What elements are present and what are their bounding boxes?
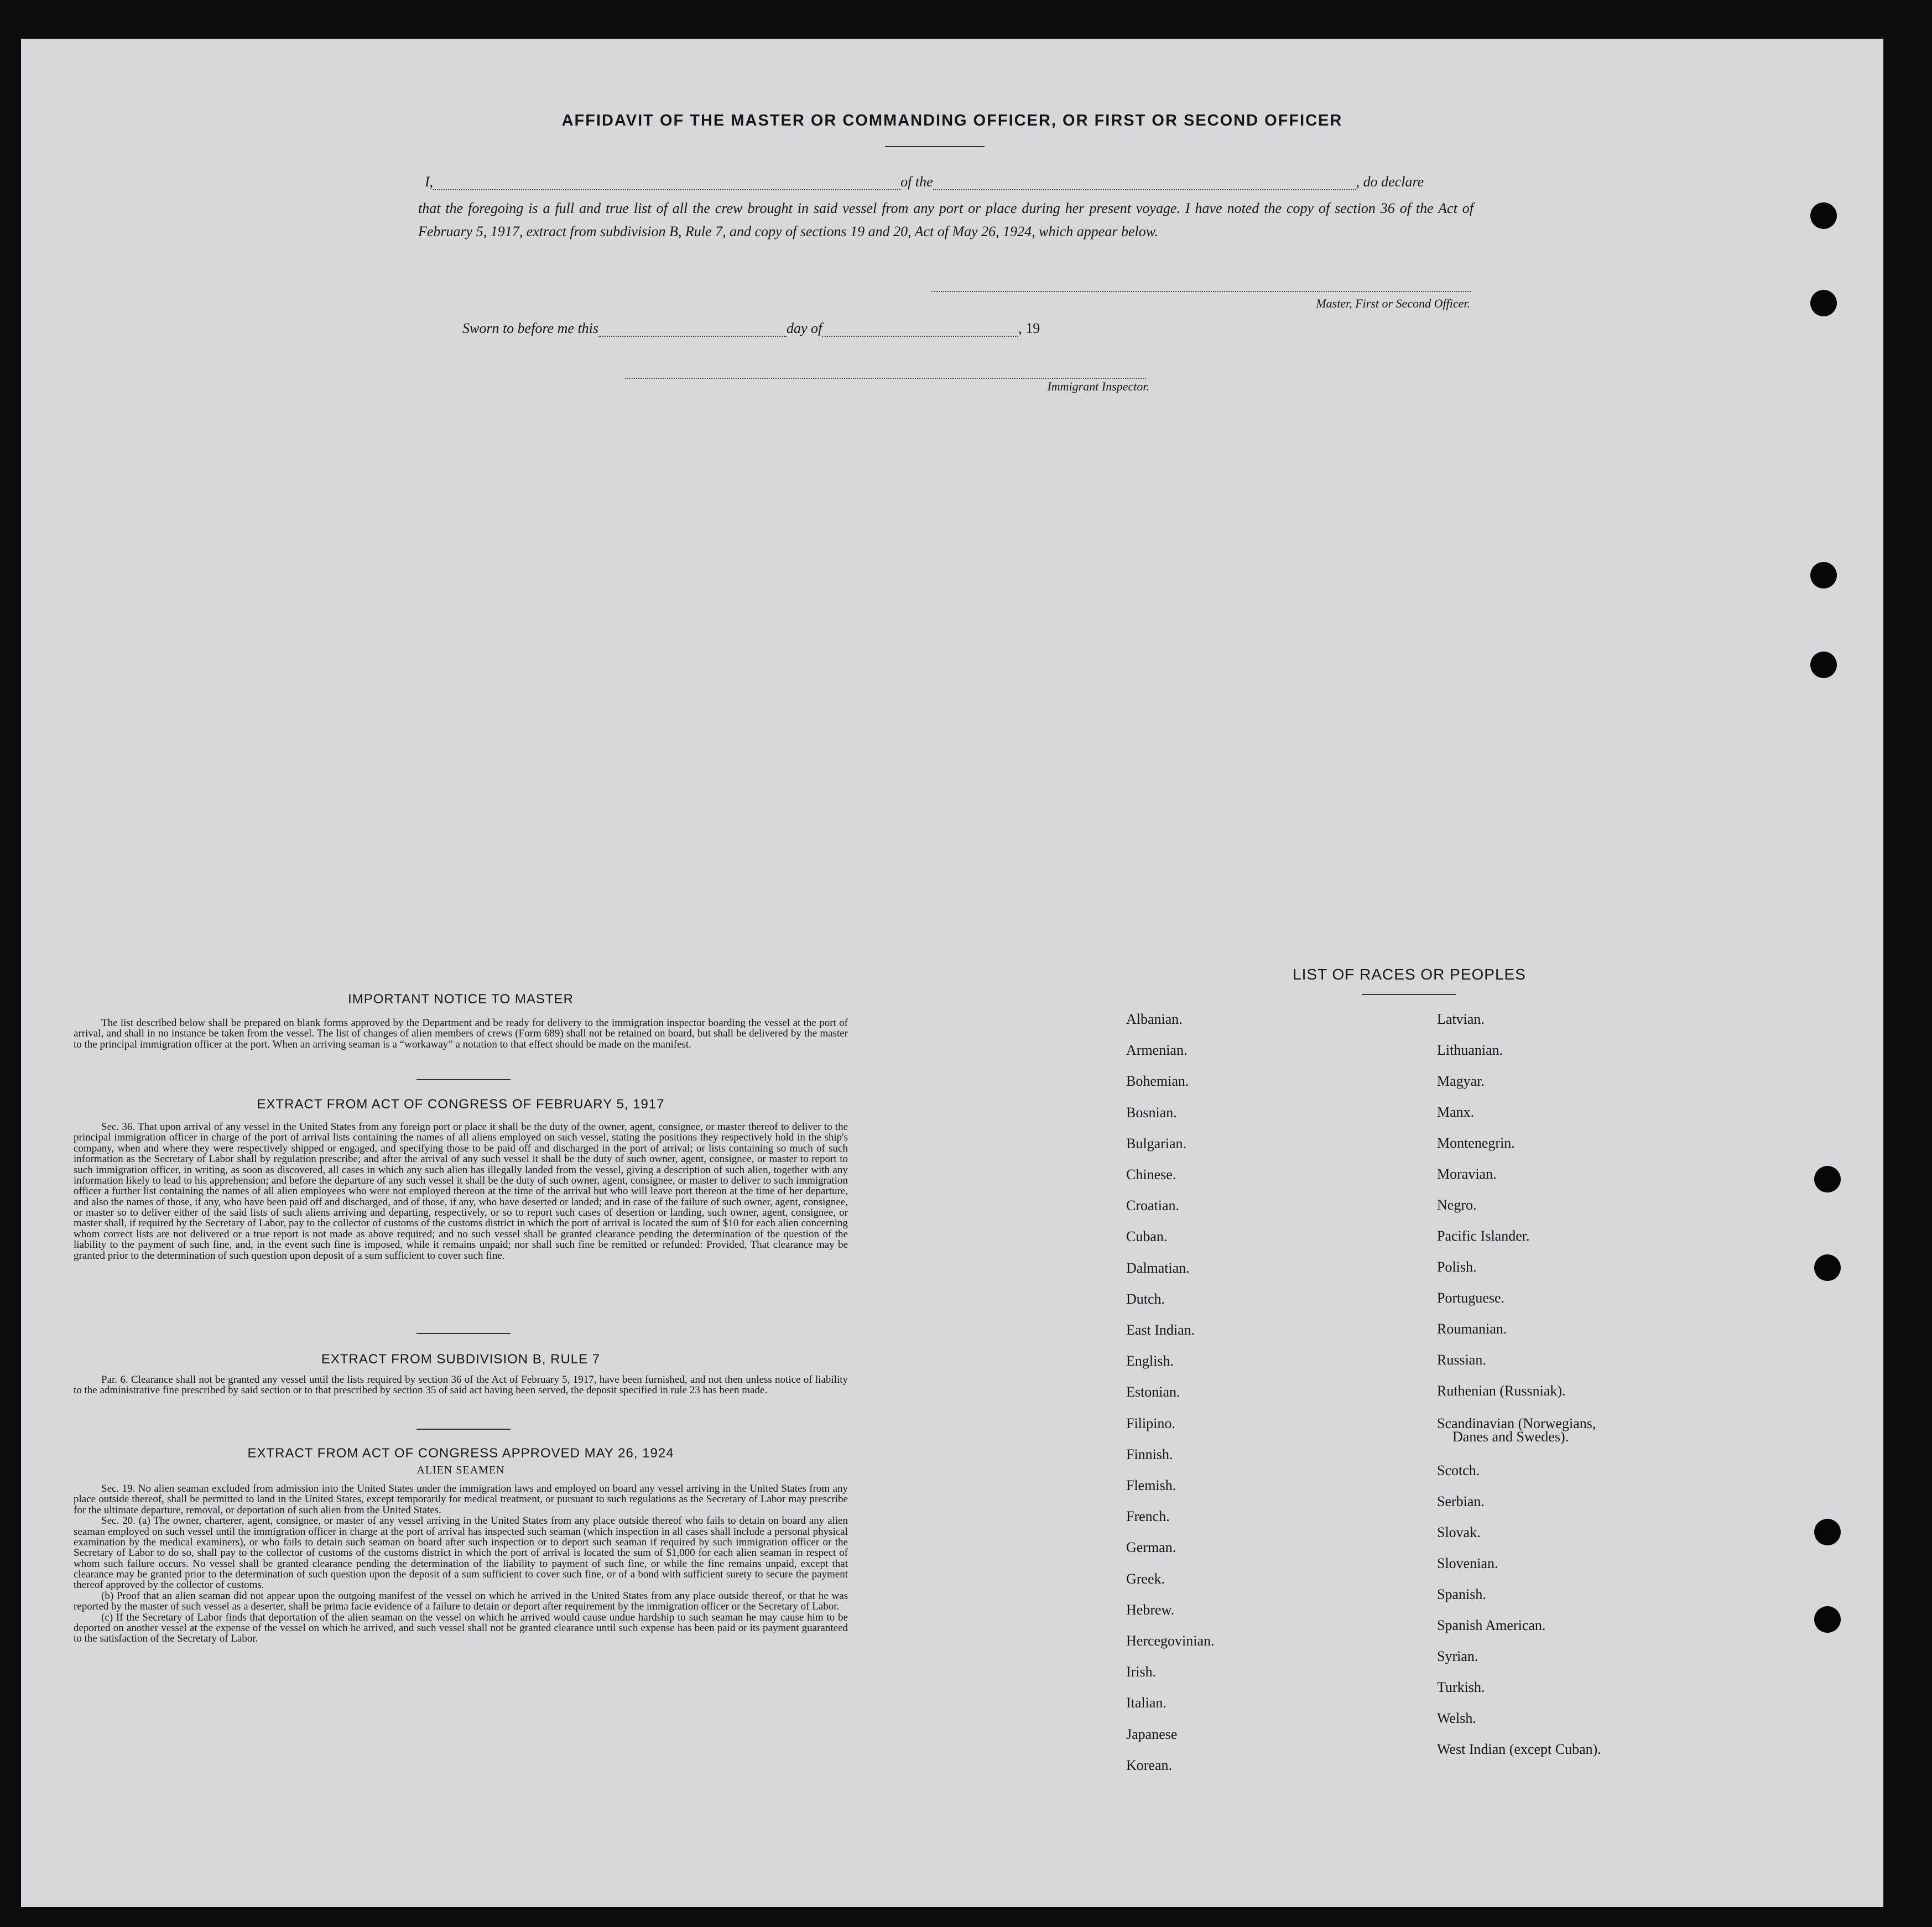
- race-item-left: Armenian.: [1126, 1042, 1188, 1059]
- race-item-left: Flemish.: [1126, 1477, 1176, 1493]
- race-item-right: Serbian.: [1437, 1493, 1485, 1509]
- notice-rule: [416, 1079, 511, 1080]
- race-item-left: Hercegovinian.: [1126, 1633, 1215, 1649]
- binder-hole: [1810, 652, 1837, 678]
- race-item-right: Turkish.: [1437, 1679, 1485, 1695]
- race-item-right: Lithuanian.: [1437, 1042, 1503, 1058]
- race-item-right: Negro.: [1437, 1197, 1477, 1213]
- affidavit-body: that the foregoing is a full and true list of all the crew brought in said vessel from any port or place during her present voyage. I have noted the copy of section 36 of the Act of February 5, 1917, extract from subdivision B, Rule 7, and copy of sections 19 and 20, Act of May 26, 1924, which appear below.: [418, 200, 1473, 239]
- affidavit-title-rule: [885, 146, 985, 147]
- race-item-right: Portuguese.: [1437, 1290, 1505, 1306]
- section-20a-paragraph: Sec. 20. (a) The owner, charterer, agent, consignee, or master of any vessel arriving in the United States from any place outside thereof who fails to detain on board any alien seaman employed on such vessel until the immigration officer in charge at the port of arrival has inspected such seaman (which inspection in all cases shall include a personal physical examination by the medical examiners), or who fails to detain such seaman on board after such inspection or to deport such seaman if required by such immigration officer or the Secretary of Labor to do so, shall pay to the collector of customs of the customs district in which the port of arrival is located the sum of $1,000 for each alien seaman in respect of whom such failure occurs. No vessel shall be granted clearance pending the determination of the liability to payment of such fine, or while the fine remains unpaid, except that clearance may be granted prior to the determination of such question upon the deposit of a sum sufficient to cover such fine, or of a bond with sufficient surety to secure the payment thereof approved by the collector of customs.: [74, 1515, 848, 1591]
- race-item-right: Roumanian.: [1437, 1321, 1507, 1337]
- extract-rule7-text: [74, 1374, 848, 1396]
- race-item-left: Italian.: [1126, 1695, 1167, 1711]
- race-item-right: Welsh.: [1437, 1710, 1476, 1726]
- race-item-left: Albanian.: [1126, 1011, 1183, 1027]
- sworn-line: [462, 320, 1040, 337]
- binder-hole: [1814, 1254, 1841, 1281]
- race-item-left: Estonian.: [1126, 1384, 1180, 1400]
- race-item-left: Bohemian.: [1126, 1073, 1189, 1090]
- race-item-right: Spanish.: [1437, 1586, 1486, 1602]
- race-item-left: German.: [1126, 1539, 1176, 1556]
- race-item-right: Montenegrin.: [1437, 1135, 1515, 1151]
- races-title: LIST OF RACES OR PEOPLES: [1293, 966, 1526, 983]
- binder-hole: [1814, 1166, 1841, 1192]
- race-item-right: Danes and Swedes).: [1452, 1429, 1569, 1445]
- race-item-left: Finnish.: [1126, 1446, 1173, 1462]
- inspector-signature-line: [625, 378, 1146, 379]
- races-title-rule: [1362, 994, 1456, 995]
- race-item-left: Dutch.: [1126, 1290, 1165, 1307]
- extract-1924-text: [74, 1483, 848, 1644]
- race-item-right: Pacific Islander.: [1437, 1228, 1530, 1244]
- extract-1917-title: EXTRACT FROM ACT OF CONGRESS OF FEBRUARY 5, 1917: [257, 1097, 665, 1112]
- binder-hole: [1810, 562, 1837, 588]
- race-item-right: Manx.: [1437, 1104, 1475, 1120]
- race-item-right: Moravian.: [1437, 1166, 1497, 1182]
- master-signature-line: [931, 291, 1471, 292]
- race-item-right: Slovenian.: [1437, 1555, 1498, 1571]
- extract-1917-text: [74, 1122, 848, 1261]
- race-item-left: Cuban.: [1126, 1228, 1168, 1245]
- sworn-day-blank: [598, 336, 787, 337]
- notice-title: IMPORTANT NOTICE TO MASTER: [348, 992, 574, 1007]
- of-the-label: of the: [900, 174, 933, 190]
- binder-hole: [1814, 1519, 1841, 1545]
- extract-1924-title: EXTRACT FROM ACT OF CONGRESS APPROVED MAY 26, 1924: [247, 1446, 674, 1461]
- race-item-right: Russian.: [1437, 1352, 1486, 1368]
- sworn-label: Sworn to before me this: [462, 320, 599, 336]
- sworn-month-blank: [822, 336, 1018, 337]
- race-item-left: Korean.: [1126, 1757, 1173, 1773]
- binder-hole: [1810, 290, 1837, 316]
- binder-hole: [1814, 1606, 1841, 1633]
- affidavit-title: AFFIDAVIT OF THE MASTER OR COMMANDING OFFICER, OR FIRST OR SECOND OFFICER: [561, 112, 1343, 129]
- master-signature-label: Master, First or Second Officer.: [1316, 296, 1470, 310]
- do-declare-label: , do declare: [1356, 174, 1424, 190]
- race-item-left: English.: [1126, 1353, 1174, 1369]
- race-item-right: West Indian (except Cuban).: [1437, 1741, 1601, 1757]
- day-of-label: day of: [787, 320, 822, 336]
- extract-1924-subtitle: ALIEN SEAMEN: [416, 1464, 505, 1476]
- extract-rule7-title: EXTRACT FROM SUBDIVISION B, RULE 7: [321, 1352, 601, 1367]
- race-item-right: Spanish American.: [1437, 1617, 1546, 1633]
- notice-text: [74, 1018, 848, 1050]
- race-item-left: Dalmatian.: [1126, 1259, 1190, 1276]
- race-item-right: Slovak.: [1437, 1524, 1481, 1540]
- affidavit-i-label: I,: [425, 174, 434, 190]
- race-item-left: Filipino.: [1126, 1415, 1175, 1431]
- race-item-left: French.: [1126, 1508, 1170, 1525]
- affidavit-line1: [425, 174, 1473, 190]
- race-item-right: Scandinavian (Norwegians,: [1437, 1415, 1596, 1431]
- section-20b-paragraph: (b) Proof that an alien seaman did not appear upon the outgoing manifest of the vessel on which he arrived in the United States from any place outside thereof, or that he was reported by the master of such vessel as a deserter, shall be prima facie evidence of a failure to detain or deport after requirement by the immigration officer or the Secretary of Labor.: [74, 1590, 848, 1613]
- vessel-blank: [933, 189, 1356, 190]
- section-19-paragraph: Sec. 19. No alien seaman excluded from admission into the United States under the immigration laws and employed on board any vessel arriving in the United States from any place outside thereof, shall be permitted to land in the United States, except temporarily for medical treatment, or pursuant to such regulations as the Secretary of Labor may prescribe for the ultimate departure, removal, or deportation of such alien from the United States.: [74, 1483, 848, 1516]
- document-page: [21, 39, 1883, 1907]
- inspector-signature-label: Immigrant Inspector.: [1047, 379, 1149, 393]
- race-item-right: Scotch.: [1437, 1462, 1480, 1478]
- section-36-paragraph: Sec. 36. That upon arrival of any vessel in the United States from any foreign port or place it shall be the duty of the owner, agent, consignee, or master thereof to deliver to the principal immigration officer in charge of the port of arrival lists containing the names of all aliens employed on such vessel, stating the positions they respectively hold in the ship's company, when and where they were respectively shipped or engaged, and specifying those to be paid off and discharged in the port of arrival; or lists containing so much of such information as the Secretary of Labor shall by regulation prescribe; and after the arrival of any such vessel it shall be the duty of such owner, agent, consignee, or master to report to such immigration officer, in writing, as soon as discovered, all cases in which any such alien has illegally landed from the vessel, giving a description of such alien, together with any information likely to lead to his apprehension; and before the departure of any such vessel it shall be the duty of such owner, agent, consignee, or master to deliver to such immigration officer a further list containing the names of all alien employees who were not employed thereon at the time of the arrival but who will leave port thereon at the time of her departure, and also the names of those, if any, who have been paid off and discharged, and of those, if any, who have deserted or landed; and in case of the failure of such owner, agent, consignee, or master so to deliver either of the said lists of such aliens arriving and departing, respectively, or so to report such cases of desertion or landing, such owner, agent, consignee, or master shall, if required by the Secretary of Labor, pay to the collector of customs of the customs district in which the port of arrival is located the sum of $10 for each alien concerning whom correct lists are not delivered or a true report is not made as above required; and no such vessel shall be granted clearance pending the determination of the question of the liability to the payment of such fine, and, in the event such fine is imposed, while it remains unpaid; nor shall such fine be remitted or refunded: Provided, That clearance may be granted prior to the determination of such question upon deposit of a sum sufficient to cover such fine.: [74, 1121, 848, 1262]
- race-item-left: Hebrew.: [1126, 1601, 1175, 1618]
- race-item-left: Croatian.: [1126, 1197, 1180, 1214]
- binder-hole: [1810, 202, 1837, 229]
- race-item-right: Polish.: [1437, 1259, 1477, 1275]
- race-item-left: East Indian.: [1126, 1322, 1195, 1338]
- rule7-paragraph: Par. 6. Clearance shall not be granted any vessel until the lists required by section 36 of the Act of February 5, 1917, have been furnished, and not then unless notice of liability to the administrative fine prescribed by said section or to that prescribed by section 35 of said act having been served, the deposit specified in rule 23 has been made.: [74, 1374, 848, 1397]
- race-item-left: Irish.: [1126, 1664, 1157, 1680]
- race-item-left: Bosnian.: [1126, 1104, 1177, 1121]
- name-blank: [433, 189, 900, 190]
- race-item-left: Chinese.: [1126, 1166, 1176, 1183]
- notice-paragraph: The list described below shall be prepared on blank forms approved by the Department and be ready for delivery to the immigration inspector boarding the vessel at the port of arrival, and shall in no instance be taken from the vessel. The list of changes of alien members of crews (Form 689) shall not be retained on board, but shall be delivered by the master to the principal immigration officer at the port. When an arriving seaman is a “workaway” a notation to that effect should be made on the manifest.: [74, 1017, 848, 1050]
- race-item-left: Greek.: [1126, 1570, 1165, 1587]
- race-item-right: Syrian.: [1437, 1648, 1478, 1664]
- extract-1917-rule: [416, 1333, 511, 1334]
- year-label: , 19: [1018, 320, 1040, 336]
- extract-rule7-rule: [416, 1429, 511, 1430]
- race-item-right: Ruthenian (Russniak).: [1437, 1383, 1566, 1399]
- race-item-right: Latvian.: [1437, 1011, 1485, 1027]
- race-item-left: Bulgarian.: [1126, 1135, 1187, 1152]
- race-item-left: Japanese: [1126, 1726, 1178, 1742]
- section-20c-paragraph: (c) If the Secretary of Labor finds that deportation of the alien seaman on the vessel on which he arrived would cause undue hardship to such seaman he may cause him to be deported on another vessel at the expense of the vessel on which he arrived, and such vessel shall not be granted clearance until such expense has been paid or its payment guaranteed to the satisfaction of the Secretary of Labor.: [74, 1611, 848, 1645]
- race-item-right: Magyar.: [1437, 1073, 1485, 1089]
